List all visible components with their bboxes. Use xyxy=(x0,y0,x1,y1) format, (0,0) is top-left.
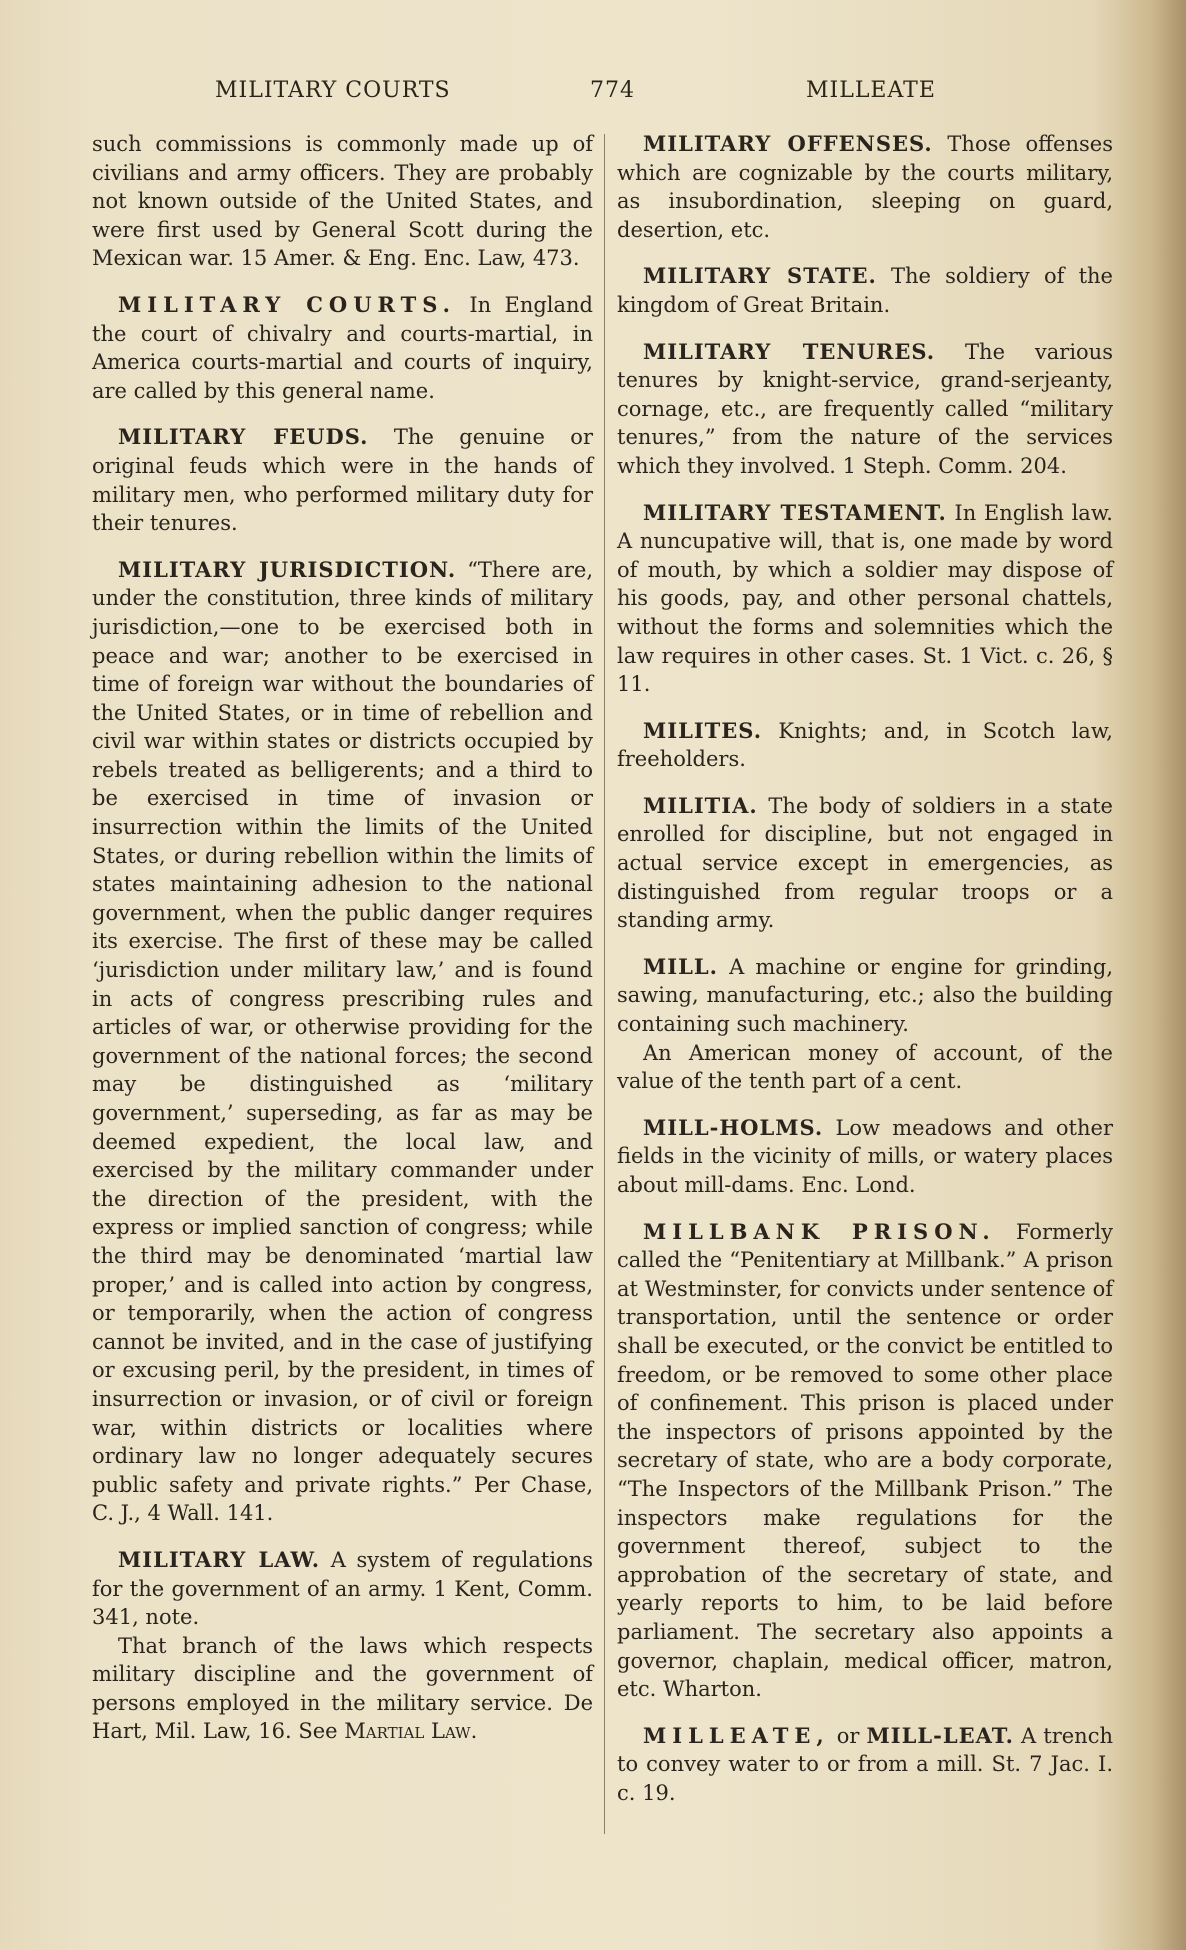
entry-text: such commissions is commonly made up of civilians and army officers. They are probably not known outside of the United States, and were first used by General Scott during the Mexican war. 15 Amer. & Eng. Enc. Law, 473. xyxy=(92,132,593,271)
entry-military-courts xyxy=(92,291,593,405)
entry-military-testament xyxy=(617,499,1113,699)
column-divider xyxy=(604,134,605,1834)
entry-definition: Low meadows and other fields in the vicinity of mills, or watery places about mill-dams. Enc. Lond. xyxy=(617,1115,1113,1197)
entry-definition: The soldiery of the kingdom of Great Britain. xyxy=(617,264,1113,317)
entry-military-offenses xyxy=(617,130,1113,244)
entry-definition-2: That branch of the laws which respects military discipline and the government of persons employed in the military service. De Hart, Mil. Law, 16. See xyxy=(92,1633,593,1744)
entry-military-state xyxy=(617,262,1113,319)
entry-headword: MILITARY STATE. xyxy=(643,263,877,289)
entry-military-tenures xyxy=(617,338,1113,481)
header-right-guide-word: MILLEATE xyxy=(806,78,936,103)
entry-headword: MILITARY TENURES. xyxy=(643,338,936,364)
entry-definition: Knights; and, in Scotch law, freeholders. xyxy=(617,718,1113,772)
entry-definition-2: An American money of account, of the value of the tenth part of a cent. xyxy=(617,1040,1113,1094)
entry-headword: MILL-HOLMS. xyxy=(643,1114,824,1140)
entry-headword: MILITARY TESTAMENT. xyxy=(643,499,947,525)
header-left-guide-word: MILITARY COURTS xyxy=(215,78,451,103)
entry-definition: A machine or engine for grinding, sawing, manufacturing, etc.; also the building containing such machinery. xyxy=(617,954,1113,1037)
entry-milites xyxy=(617,717,1113,774)
entry-military-law xyxy=(92,1546,593,1746)
entry-military-jurisdiction xyxy=(92,556,593,1528)
page-number: 774 xyxy=(590,78,635,103)
entry-headword: MILITARY JURISDICTION. xyxy=(118,556,457,582)
entry-definition: Those offenses which are cognizable by the courts military, as insubordination, sleeping on guard, desertion, etc. xyxy=(617,132,1113,242)
entry-continuation xyxy=(92,130,593,273)
running-header xyxy=(90,78,1100,108)
entry-definition: The body of soldiers in a state enrolled for discipline, but not engaged in actual service except in emergencies, as distinguished from regular troops or a standing army. xyxy=(617,793,1113,933)
right-column xyxy=(617,130,1113,1825)
entry-military-feuds xyxy=(92,423,593,537)
entry-mill-holms xyxy=(617,1114,1113,1200)
left-column xyxy=(92,130,593,1764)
entry-headword: MILLBANK PRISON. xyxy=(643,1218,996,1244)
entry-definition: In England the court of chivalry and courts-martial, in America courts-martial and courts of inquiry, are called by this general name. xyxy=(92,292,593,403)
cross-reference: Martial Law. xyxy=(344,1719,478,1744)
entry-definition: A system of regulations for the government of an army. 1 Kent, Comm. 341, note. xyxy=(92,1547,593,1630)
entry-headword: MILITARY OFFENSES. xyxy=(643,131,933,156)
entry-definition: The genuine or original feuds which were in the hands of military men, who performed military duty for their tenures. xyxy=(92,425,593,536)
entry-milleate xyxy=(617,1722,1113,1808)
entry-mill xyxy=(617,953,1113,1096)
entry-headword: MILLEATE, xyxy=(643,1722,830,1748)
entry-definition: The various tenures by knight-service, grand-serjeanty, cornage, etc., are frequently called “military tenures,” from the nature of the services which they involved. 1 Steph. Comm. 204. xyxy=(617,339,1113,478)
entry-headword-alt: MILL-LEAT. xyxy=(866,1722,1014,1748)
entry-millbank-prison xyxy=(617,1218,1113,1704)
entry-headword: MILL. xyxy=(643,953,718,979)
entry-headword: MILITARY LAW. xyxy=(118,1546,321,1572)
entry-headword: MILITIA. xyxy=(643,792,758,818)
entry-headword: MILITES. xyxy=(643,717,763,743)
entry-militia xyxy=(617,792,1113,935)
entry-definition: A trench to convey water to or from a mill. St. 7 Jac. I. c. 19. xyxy=(617,1723,1113,1805)
entry-definition: Formerly called the “Penitentiary at Millbank.” A prison at Westminster, for convicts under sentence of transportation, until the sentence or order shall be executed, or the convict be entitled to freedom, or be removed to some other place of confinement. This prison is placed under the inspectors of prisons appointed by the secretary of state, who are a body corporate, “The Inspectors of the Millbank Prison.” The inspectors make regulations for the government thereof, subject to the approbation of the secretary of state, and yearly reports to him, to be laid before parliament. The secretary also appoints a governor, chaplain, medical officer, matron, etc. Wharton. xyxy=(617,1219,1113,1702)
entry-headword: MILITARY COURTS. xyxy=(118,291,456,317)
entry-conjunction: or xyxy=(829,1723,867,1748)
entry-headword: MILITARY FEUDS. xyxy=(118,424,369,450)
entry-definition: “There are, under the constitution, three kinds of military jurisdiction,—one to be exercised both in peace and war; another to be exercised in time of foreign war without the boundaries of the United States, or in time of rebellion and civil war within states or districts occupied by rebels treated as belligerents; and a third to be exercised in time of invasion or insurrection within the limits of the United States, or during rebellion within the limits of states maintaining adhesion to the national government, when the public danger requires its exercise. The first of these may be called ‘jurisdiction under military law,’ and is found in acts of congress prescribing rules and articles of war, or otherwise providing for the government of the national forces; the second may be distinguished as ‘military government,’ superseding, as far as may be deemed expedient, the local law, and exercised by the military commander under the direction of the president, with the express or implied sanction of congress; while the third may be denominated ‘martial law proper,’ and is called into action by congress, or temporarily, when the action of congress cannot be invited, and in the case of justifying or excusing peril, by the president, in times of insurrection or invasion, or of civil or foreign war, within districts or localities where ordinary law no longer adequately secures public safety and private rights.” Per Chase, C. J., 4 Wall. 141. xyxy=(92,557,593,1526)
entry-definition: In English law. A nuncupative will, that is, one made by word of mouth, by which a soldier may dispose of his goods, pay, and other personal chattels, without the forms and solemnities which the law requires in other cases. St. 1 Vict. c. 26, § 11. xyxy=(617,500,1113,697)
